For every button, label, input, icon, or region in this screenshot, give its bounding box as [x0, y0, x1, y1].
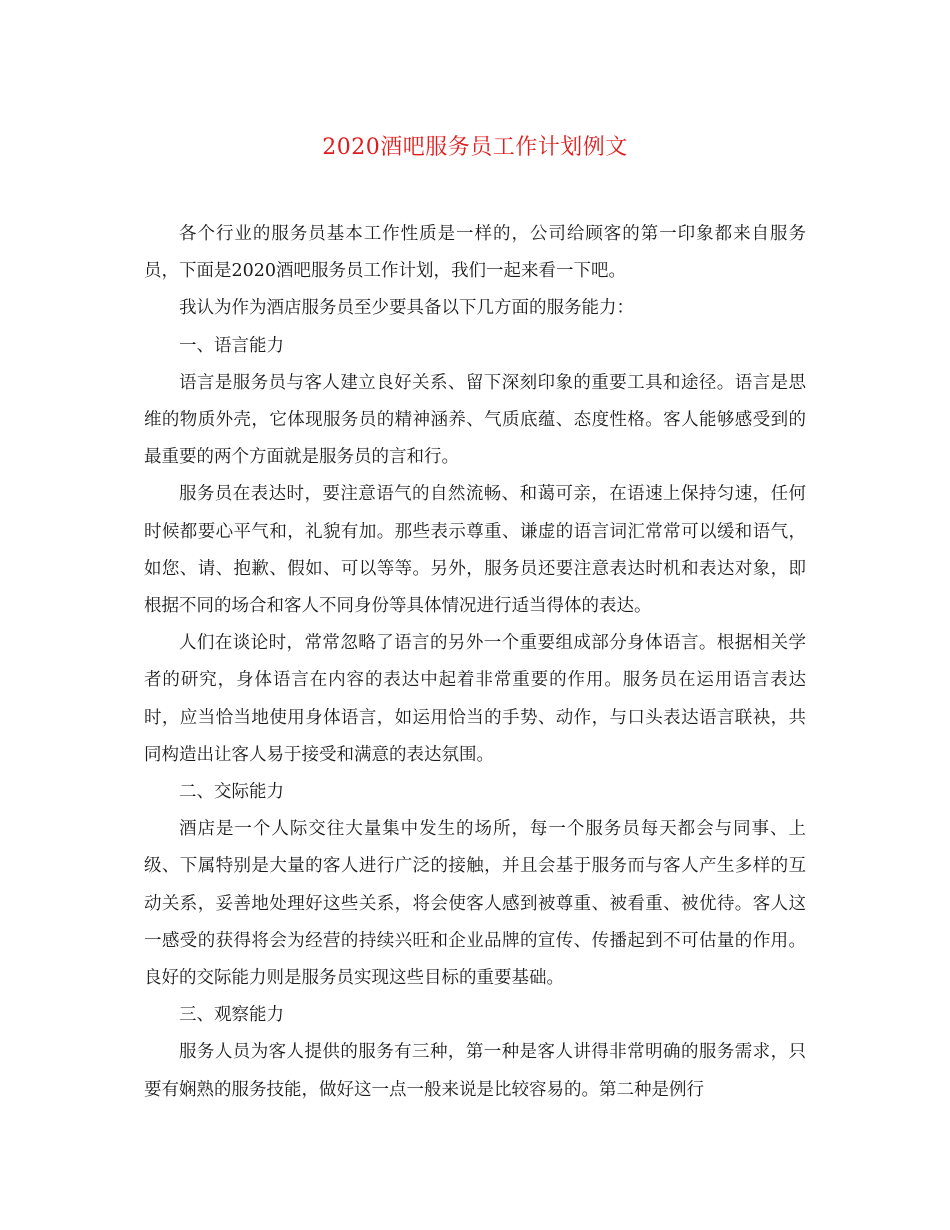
paragraph: 人们在谈论时，常常忽略了语言的另外一个重要组成部分身体语言。根据相关学者的研究，身体语言在内容的表达中起着非常重要的作用。服务员在运用语言表达时，应当恰当地使用身体语言，如运用恰当的手势、动作，与口头表达语言联袂，共同构造出让客人易于接受和满意的表达氛围。 [144, 633, 806, 765]
paragraph: 语言是服务员与客人建立良好关系、留下深刻印象的重要工具和途径。语言是思维的物质外壳，它体现服务员的精神涵养、气质底蕴、态度性格。客人能够感受到的最重要的两个方面就是服务员的言和行。 [144, 372, 806, 468]
paragraph: 服务员在表达时，要注意语气的自然流畅、和蔼可亲，在语速上保持匀速，任何时候都要心平气和，礼貌有加。那些表示尊重、谦虚的语言词汇常常可以缓和语气，如您、请、抱歉、假如、可以等等。另外，服务员还要注意表达时机和表达对象，即根据不同的场合和客人不同身份等具体情况进行适当得体的表达。 [144, 484, 806, 617]
paragraph: 酒店是一个人际交往大量集中发生的场所，每一个服务员每天都会与同事、上级、下属特别是大量的客人进行广泛的接触，并且会基于服务而与客人产生多样的互动关系，妥善地处理好这些关系，将会使客人感到被尊重、被看重、被优待。客人这一感受的获得将会为经营的持续兴旺和企业品牌的宣传、传播起到不可估量的作用。良好的交际能力则是服务员实现这些目标的重要基础。 [144, 819, 806, 989]
section-heading-language: 一、语言能力 [179, 335, 284, 356]
document-title: 2020酒吧服务员工作计划例文 [322, 135, 628, 160]
document-body [144, 216, 806, 1109]
section-heading-observation: 三、观察能力 [179, 1005, 284, 1026]
paragraph-abilities-intro: 我认为作为酒店服务员至少要具备以下几方面的服务能力： [179, 298, 634, 319]
section-heading-communication: 二、交际能力 [179, 782, 284, 803]
paragraph: 服务人员为客人提供的服务有三种，第一种是客人讲得非常明确的服务需求，只要有娴熟的服务技能，做好这一点一般来说是比较容易的。第二种是例行 [144, 1042, 806, 1100]
paragraph-intro: 各个行业的服务员基本工作性质是一样的，公司给顾客的第一印象都来自服务员，下面是2020酒吧服务员工作计划，我们一起来看一下吧。 [144, 224, 806, 282]
